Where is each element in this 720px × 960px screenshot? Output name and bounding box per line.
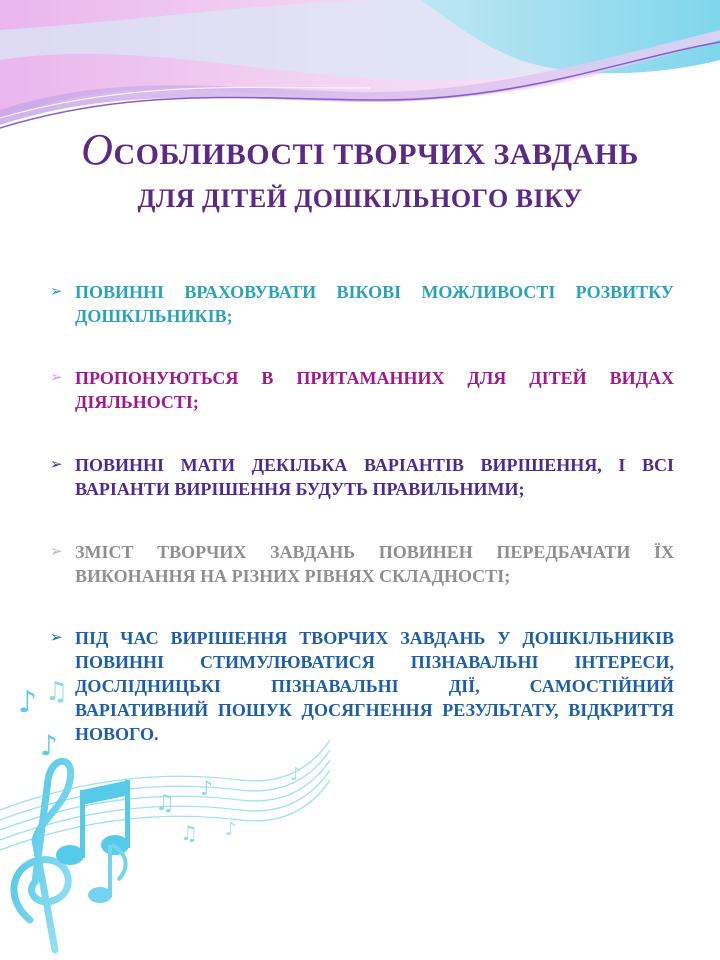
svg-text:♫: ♫ — [180, 821, 198, 845]
arrow-bullet-icon: ➢ — [50, 284, 63, 300]
list-item-text: ЗМІСТ ТВОРЧИХ ЗАВДАНЬ ПОВИНЕН ПЕРЕДБАЧАТИ ЇХ ВИКОНАННЯ НА РІЗНИХ РІВНЯХ СКЛАДНОСТІ; — [75, 542, 674, 586]
svg-text:♪: ♪ — [40, 729, 58, 762]
svg-text:♪: ♪ — [200, 776, 213, 800]
list-item-text: ПРОПОНУЮТЬСЯ В ПРИТАМАННИХ ДЛЯ ДІТЕЙ ВИДАХ ДІЯЛЬНОСТІ; — [75, 368, 674, 412]
list-item-text: ПОВИННІ МАТИ ДЕКІЛЬКА ВАРІАНТІВ ВИРІШЕННЯ, І ВСІ ВАРІАНТИ ВИРІШЕННЯ БУДУТЬ ПРАВИЛЬНИМИ; — [75, 455, 674, 499]
music-notes-staff-icon — [0, 660, 340, 960]
title-line-1 — [0, 125, 720, 177]
list-item — [50, 366, 674, 414]
list-item — [50, 453, 674, 501]
arrow-bullet-icon: ➢ — [50, 630, 63, 646]
svg-text:♪: ♪ — [18, 685, 38, 720]
list-item-text: ПОВИННІ ВРАХОВУВАТИ ВІКОВІ МОЖЛИВОСТІ РОЗВИТКУ ДОШКІЛЬНИКІВ; — [75, 282, 674, 326]
arrow-bullet-icon: ➢ — [50, 544, 63, 560]
list-item — [50, 540, 674, 588]
arrow-bullet-icon: ➢ — [50, 457, 63, 473]
title-line-1-text: СОБЛИВОСТІ ТВОРЧИХ ЗАВДАНЬ — [113, 138, 639, 171]
list-item-text: ПІД ЧАС ВИРІШЕННЯ ТВОРЧИХ ЗАВДАНЬ У ДОШКІЛЬНИКІВ ПОВИННІ СТИМУЛЮВАТИСЯ ПІЗНАВАЛЬНІ ІНТЕРЕСИ, ДОСЛІДНИЦЬКІ ПІЗНАВАЛЬНІ ДІЇ, САМОСТІЙНИЙ ВАРІАТИВНИЙ ПОШУК ДОСЯГНЕННЯ РЕЗУЛЬТАТУ, ВІДКРИТТЯ НОВОГО. — [75, 628, 674, 744]
arrow-bullet-icon: ➢ — [50, 370, 63, 386]
title-line-2: ДЛЯ ДІТЕЙ ДОШКІЛЬНОГО ВІКУ — [137, 184, 583, 213]
svg-text:♫: ♫ — [155, 791, 175, 816]
page-title — [0, 125, 720, 219]
svg-text:♪: ♪ — [290, 764, 302, 785]
title-initial: О — [81, 125, 114, 174]
list-item — [50, 280, 674, 328]
svg-text:♪: ♪ — [225, 819, 237, 840]
svg-text:♫: ♫ — [45, 677, 69, 707]
